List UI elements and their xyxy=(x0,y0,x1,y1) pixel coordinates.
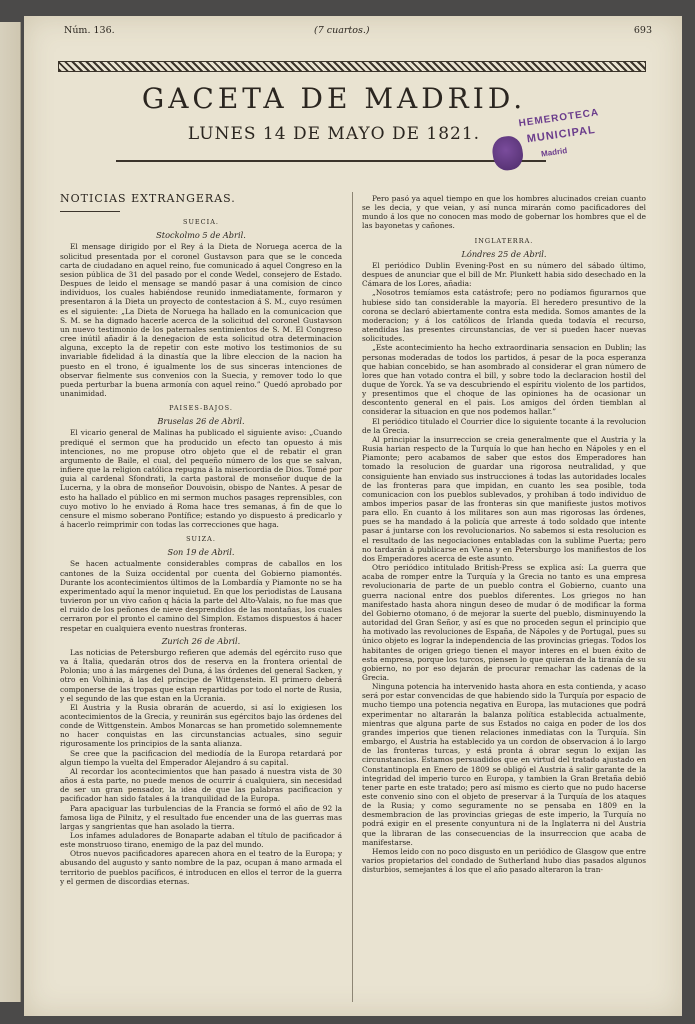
column-divider xyxy=(352,192,353,1002)
section-rule xyxy=(60,211,120,212)
article-paragraph: „Nosotros temíamos esta catástrofe; pero no podíamos figurarnos que hubiese sido tan considerable la mayoría. El heredero presuntivo de la corona se declaró abiertamente contra esta medida. Somos amantes de la moderacion; y á los católicos de Irlanda queda todavía el recurso, atendidas las presentes circunstancias, de ver si pueden hacer nuevas solicitudes. xyxy=(362,288,646,344)
article-paragraph: Hemos leido con no poco disgusto en un periódico de Glasgow que entre varios propietarios del condado de Sutherland hubo dias pasados algunos disturbios, semejantes á los que el año pasado alteraron la tran- xyxy=(362,846,646,875)
stamp-line-3: Madrid xyxy=(540,145,568,159)
library-stamp xyxy=(488,106,615,184)
section-title: NOTICIAS EXTRANGERAS. xyxy=(60,192,236,205)
article-dateline: Son 19 de Abril. xyxy=(167,547,235,558)
issue-number: Núm. 136. xyxy=(64,25,115,36)
masthead-date: LUNES 14 DE MAYO DE 1821. xyxy=(187,124,481,144)
left-column-articles xyxy=(60,218,342,886)
article-paragraph: Las noticias de Petersburgo refieren que además del egército ruso que va á Italia, quedarán otros dos de reserva en la frontera oriental de Polonia; uno á las márgenes del Duna, á las órdenes del general Sacken, y otro en Volhinia, á las del príncipe de Wittgenstein. El primero deberá componerse de las tropas que estan repartidas por todo el norte de Rusia, y el segundo de las que estan en la Ucrania. xyxy=(60,647,342,703)
article-dateline: Bruselas 26 de Abril. xyxy=(157,416,245,427)
article-dateline: Stockolmo 5 de Abril. xyxy=(156,230,246,241)
article-paragraph: El Austria y la Rusia obrarán de acuerdo, si así lo exigiesen los acontecimientos de la Grecia, y reunirán sus egércitos bajo las órdenes del conde de Wittgenstein. Ambos Monarcas se han prometido solemnemente no hacer conquistas en las circunstancias actuales, sino seguir rigurosamente los principios de la santa alianza. xyxy=(60,702,342,749)
article-paragraph: Para apaciguar las turbulencias de la Francia se formó el año de 92 la famosa liga de Pilnitz, y el resultado fue encender una de las guerras mas largas y sangrientas que han asolado la tierra. xyxy=(60,803,342,831)
article-paragraph: Pero pasó ya aquel tiempo en que los hombres alucinados creian cuanto se les decia, y que veian, y así nunca mirarán como pacificadores del mundo á los que no conocen mas modo de gobernar los hombres que el de las bayonetas y cañones. xyxy=(362,194,646,231)
article-paragraph: Al recordar los acontecimientos que han pasado á nuestra vista de 30 años á esta parte, no puede menos de ocurrir á cualquiera, sin necesidad de ser un gran pensador, la idea de que las palabras pacificacion y pacificador han sido fatales á la tranquilidad de la Europa. xyxy=(60,766,342,804)
article-dateline: Lóndres 25 de Abril. xyxy=(461,248,547,259)
masthead-title: GACETA DE MADRID. xyxy=(141,82,527,115)
article-paragraph: Los infames aduladores de Bonaparte adaban el título de pacificador á este monstruoso tirano, enemigo de la paz del mundo. xyxy=(60,831,342,850)
article-paragraph: El mensage dirigido por el Rey á la Dieta de Noruega acerca de la solicitud presentada por el coronel Gustavson para que se le conceda carta de ciudadano en aquel reino, fue comunicado á aquel Congreso en la sesion pública de 31 del pasado por el conde Wedel, consejero de Estado. Despues de leido el mensage se mandó pasar á una comision de cinco individuos, los cuales habiéndose reunido inmediatamente, formaron y presentaron á la Dieta un proyecto de contestacion á S. M., cuyo resúmen es el siguiente: „La Dieta de Noruega ha hallado en la comunicacion que S. M. se ha dignado hacerle acerca de la solicitud del coronel Gustavson un nuevo testimonio de los paternales sentimientos de S. M. El Congreso cree inútil añadir á la denegacion de esta solicitud otra determinacion alguna, excepto la de repetir con este motivo los testimonios de su invariable fidelidad á la dinastía que la libre eleccion de la nacion ha puesto en el trono, é igualmente los de sus sinceras intenciones de observar fielmente sus convenios con la Suecia, y remover todo lo que pueda perturbar la buena armonía con aquel reino.” Quedó aprobado por unanimidad. xyxy=(60,242,342,398)
issue-price: (7 cuartos.) xyxy=(314,25,370,36)
stamp-line-1: HEMEROTECA xyxy=(517,107,600,130)
article-paragraph: Se cree que la pacificacion del mediodía de la Europa retardará por algun tiempo la vuelta del Emperador Alejandro á su capital. xyxy=(60,748,342,767)
article-paragraph: Ninguna potencia ha intervenido hasta ahora en esta contienda, y acaso será por estar convencidas de que habiendo sido la Turquía por espacio de mucho tiempo una potencia negativa en Europa, las mutaciones que podrá experimentar no altararán la balanza política establecida actualmente, mientras que alguna parte de sus Estados no caiga en poder de los dos grandes imperios que tienen relaciones inmediatas con la Turquía. Sin embargo, el Austria ha establecido ya un cordon de observacion á lo largo de las fronteras turcas, y está pronta á obrar segun lo exijan las circunstancias. Estamos persuadidos que en virtud del tratado ajustado en Constantinopla en Enero de 1809 se obligó el Austria á salir garante de la integridad del imperio turco en Europa, y tambien la Gran Bretaña debió tener parte en este tratado; pero así mismo es cierto que no pudo hacerse este convenio sino con el objeto de preservar á la Turquía de los ataques de la Rusia; y como seguramente no se pensaba en 1809 en la desmembracion de las provincias griegas de este imperio, la Turquía no podrá exigir en el presente conyuntura ni de la Inglaterra ni del Austria que la libraran de las consecuencias de la insurreccion que acaba de manifestarse. xyxy=(362,682,646,847)
right-column-articles xyxy=(362,194,646,874)
article-paragraph: Otro periódico intitulado British-Press se explica así: La guerra que acaba de romper entre la Turquía y la Grecia no tanto es una empresa revolucionaria de parte de un pueblo contra el Gobierno, cuanto una guerra nacional entre dos pueblos diferentes. Los griegos no han manifestado hasta ahora ningun deseo de mudar ó de modificar la forma del Gobierno otomano, ó de mejorar la suerte del pueblo, disminuyendo la autoridad del Gran Señor, y así es que no proceden segun el principio que ha motivado las revoluciones de España, de Nápoles y de Portugal, pues su único objeto es lograr la independencia de las provincias griegas. Todos los habitantes de origen griego tienen el mayor interes en el buen éxito de esta empresa, porque los turcos, piensen lo que quieran de la tiranía de su gobierno, no por eso dejarán de procurar remachar las cadenas de la Grecia. xyxy=(362,563,646,682)
stamp-line-2: MUNICIPAL xyxy=(526,123,597,146)
article-paragraph: Al principiar la insurreccion se creia generalmente que el Austria y la Rusia harian respecto de la Turquía lo que han hecho en Nápoles y en el Piamonte; pero acabamos de saber que estos dos Emperadores han tomado la resolucion de guardar una rigorosa neutralidad, y que consiguiente han enviado sus instrucciones á todas las autoridades locales de las fronteras para que impidan, en cuanto les sea posible, toda comunicacion con los pueblos sublevados, y prohiban á todo individuo de ambos imperios pasar de las fronteras sin que manifieste justos motivos para ello. En cuanto á los militares son aun mas rigorosas las órdenes, pues se ha mandado á la policía que arreste á todo soldado que intente pasar á juntarse con los revolucionarios. No sabemos si esta resolucion es el resultado de las negociaciones entabladas con la sublime Puerta; pero no tardarán á publicarse en Viena y en Petersburgo los manifiestos de los dos Emperadores acerca de este asunto. xyxy=(362,434,646,563)
article-dateline: Zurich 26 de Abril. xyxy=(161,635,241,646)
right-column xyxy=(362,194,646,874)
decorative-border xyxy=(58,61,646,72)
article-paragraph: El periódico titulado el Courrier dice lo siguiente tocante á la revolucion de la Grecia. xyxy=(362,416,646,435)
country-heading: SUIZA. xyxy=(186,535,216,544)
article-paragraph: Se hacen actualmente considerables compras de caballos en los cantones de la Suiza occidental por cuenta del Gobierno piamontés. Durante los acontecimientos últimos de la Lombardía y Piamonte no se ha experimentado aquí la menor inquietud. En que los periodistas de Lausana tuvieron por un vivo cañon q hácia la parte del Alto-Valais, no fue mas que el ruido de los peñones de nieve desprendidos de las montañas, los cuales cerraron por el pronto el camino del Simplon. Estamos dispuestos á hacer respetar en cualquiera evento nuestras fronteras. xyxy=(60,559,342,633)
previous-page-edge xyxy=(0,22,21,1002)
country-heading: INGLATERRA. xyxy=(474,236,534,245)
page-number: 693 xyxy=(633,25,652,36)
seal-icon xyxy=(490,134,524,172)
article-paragraph: El vicario general de Malinas ha publicado el siguiente aviso: „Cuando prediqué el sermon que ha producido un efecto tan opuesto á mis intenciones, no me propuse otro objeto que el de rebatir el gran argumento de Baile, el cual, del pequeño número de los que se salvan, infiere que la religion católica repugna á la misericordia de Dios. Tomé por guia al cardenal Sfondrati, la carta pastoral de monseñor duque de la Lucerna, y la obra de monseñor Douvoisin, obispo de Nantes. A pesar de esto ha hallado el público en mi sermon muchos pasages reprensibles, con cuyo motivo lo he enviado á Roma hace tres semanas, á fin de que lo censure el mismo soberano Pontífice; estando yo dispuesto á predicarlo y á hacerlo reimprimir con todas las correcciones que haga. xyxy=(60,428,342,529)
masthead-rule xyxy=(116,160,546,162)
newspaper-page xyxy=(24,16,682,1016)
article-paragraph: El periódico Dublin Evening-Post en su número del sábado último, despues de anunciar que el bill de Mr. Plunkett habia sido desechado en la Cámara de los Lores, añadia: xyxy=(362,260,646,289)
left-column xyxy=(60,194,342,886)
article-paragraph: „Este acontecimiento ha hecho extraordinaria sensacion en Dublin; las personas moderadas de todos los partidos, á pesar de la poca esperanza que habian concebido, se han asombrado al considerar el gran número de lores que han votado contra el bill, y sobre todo la declaracion hostil del duque de Yorck. Ya se va descubriendo el espíritu violento de los partidos, y presentimos que el choque de las opiniones ha de ocasionar un descontento general en el pais. Los amigos del órden tiemblan al considerar la situacion en que nos podemos hallar.” xyxy=(362,343,646,417)
article-paragraph: Otros nuevos pacificadores aparecen ahora en el teatro de la Europa; y abusando del augusto y santo nombre de la paz, ocupan á mano armada el territorio de pueblos pacíficos, é introducen en ellos el terror de la guerra y el germen de discordias eternas. xyxy=(60,849,342,886)
country-heading: PAISES-BAJOS. xyxy=(169,404,233,413)
country-heading: SUECIA. xyxy=(183,218,219,227)
